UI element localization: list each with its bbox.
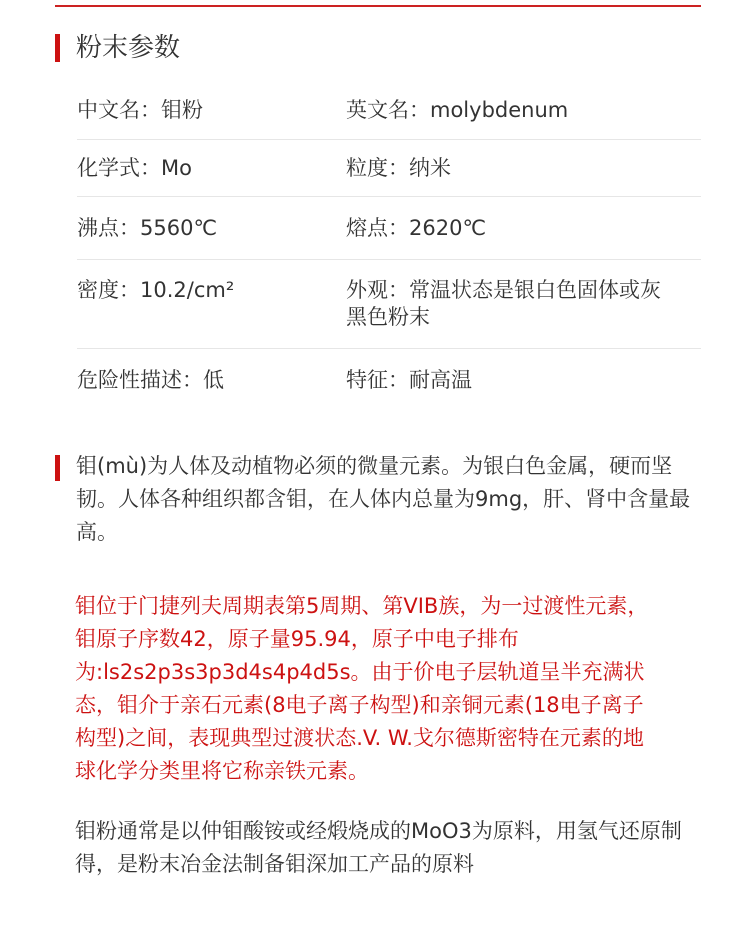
section-title: 粉末参数	[76, 33, 181, 63]
parameter-table	[77, 82, 701, 413]
param-boiling-point: 沸点：5560℃	[77, 216, 218, 240]
parameter-row	[77, 260, 701, 349]
section-heading	[55, 30, 180, 66]
param-appearance: 外观：常温状态是银白色固体或灰黑色粉末	[346, 278, 661, 329]
param-chemical-formula: 化学式：Mo	[77, 156, 192, 180]
highlight-paragraph: 钼位于门捷列夫周期表第5周期、第VIB族，为一过渡性元素，钼原子序数42，原子量95.94，原子中电子排布为:ls2s2p3s3p3d4s4p4d5s。由于价电子层轨道呈半充满状态，钼介于亲石元素(8电子离子构型)和亲铜元素(18电子离子构型)之间，表现典型过渡状态.V. W.戈尔德斯密特在元素的地球化学分类里将它称亲铁元素。	[75, 594, 649, 783]
param-feature: 特征：耐高温	[346, 368, 472, 392]
param-particle-size: 粒度：纳米	[346, 156, 451, 180]
param-english-name: 英文名：molybdenum	[346, 98, 569, 122]
intro-accent-bar	[55, 455, 60, 481]
parameter-row	[77, 82, 701, 140]
param-melting-point: 熔点：2620℃	[346, 216, 487, 240]
top-divider-line	[55, 5, 701, 7]
heading-accent-bar	[55, 34, 60, 62]
param-hazard: 危险性描述：低	[77, 368, 224, 392]
parameter-row	[77, 140, 701, 197]
intro-block	[55, 450, 701, 549]
parameter-row	[77, 197, 701, 260]
production-paragraph: 钼粉通常是以仲钼酸铵或经煅烧成的MoO3为原料，用氢气还原制得，是粉末冶金法制备钼深加工产品的原料	[75, 819, 682, 876]
intro-paragraph: 钼(mù)为人体及动植物必须的微量元素。为银白色金属，硬而坚韧。人体各种组织都含钼，在人体内总量为9mg，肝、肾中含量最高。	[76, 454, 691, 544]
parameter-row	[77, 349, 701, 413]
param-density: 密度：10.2/cm²	[77, 278, 235, 302]
param-chinese-name: 中文名：钼粉	[77, 98, 203, 122]
